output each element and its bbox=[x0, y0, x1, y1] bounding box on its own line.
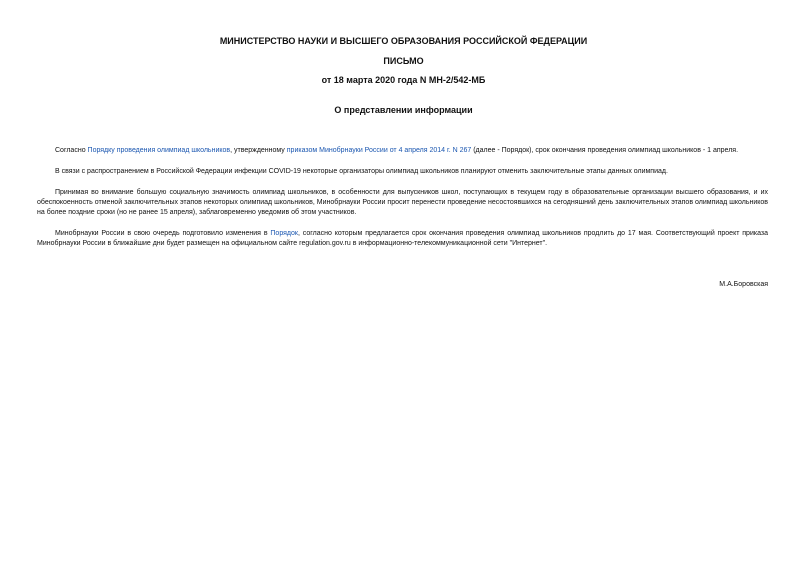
ministry-order-link[interactable]: приказом Минобрнауки России от 4 апреля 2014 г. N 267 bbox=[286, 147, 472, 154]
procedure-link[interactable]: Порядок bbox=[270, 230, 298, 237]
document-date-number: от 18 марта 2020 года N МН-2/542-МБ bbox=[321, 75, 486, 85]
paragraph-1-text-a: Согласно bbox=[55, 147, 88, 154]
document-subject: О представлении информации bbox=[334, 105, 473, 115]
paragraph-1 bbox=[37, 146, 768, 156]
paragraph-1-text-b: , утвержденному bbox=[230, 147, 287, 154]
paragraph-4 bbox=[37, 229, 768, 249]
document-type-heading: ПИСЬМО bbox=[383, 56, 424, 66]
paragraph-1-text-c: (далее - Порядок), срок окончания проведения олимпиад школьников - 1 апреля. bbox=[471, 147, 739, 154]
paragraph-3: Принимая во внимание большую социальную значимость олимпиад школьников, в особенности для выпускников школ, поступающих в текущем году в образовательные организации высшего образования, и их обеспокоенность отменой заключительных этапов некоторых олимпиад школьников, Минобрнауки России просит перенести проведение несостоявшихся на сегодняшний день заключительных этапов олимпиад школьников на более поздние сроки (но не ранее 15 апреля), заблаговременно уведомив об этом участников. bbox=[37, 189, 768, 216]
ministry-heading: МИНИСТЕРСТВО НАУКИ И ВЫСШЕГО ОБРАЗОВАНИЯ РОССИЙСКОЙ ФЕДЕРАЦИИ bbox=[219, 36, 588, 46]
paragraph-4-text-b: , согласно которым предлагается срок окончания проведения олимпиад школьников продлить до 17 мая. Соответствующий проект приказа Минобрнауки России в ближайшие дни будет размещен на официальном сайте regulation.gov.ru в информационно-телекоммуникационной сети "Интернет". bbox=[37, 230, 768, 247]
signature: М.А.Боровская bbox=[719, 281, 768, 288]
paragraph-4-text-a: Минобрнауки России в свою очередь подготовило изменения в bbox=[55, 230, 271, 237]
olympiad-procedure-link[interactable]: Порядку проведения олимпиад школьников bbox=[87, 147, 231, 154]
paragraph-2: В связи с распространением в Российской Федерации инфекции COVID-19 некоторые организаторы олимпиад школьников планируют отменить заключительные этапы данных олимпиад. bbox=[55, 168, 668, 175]
